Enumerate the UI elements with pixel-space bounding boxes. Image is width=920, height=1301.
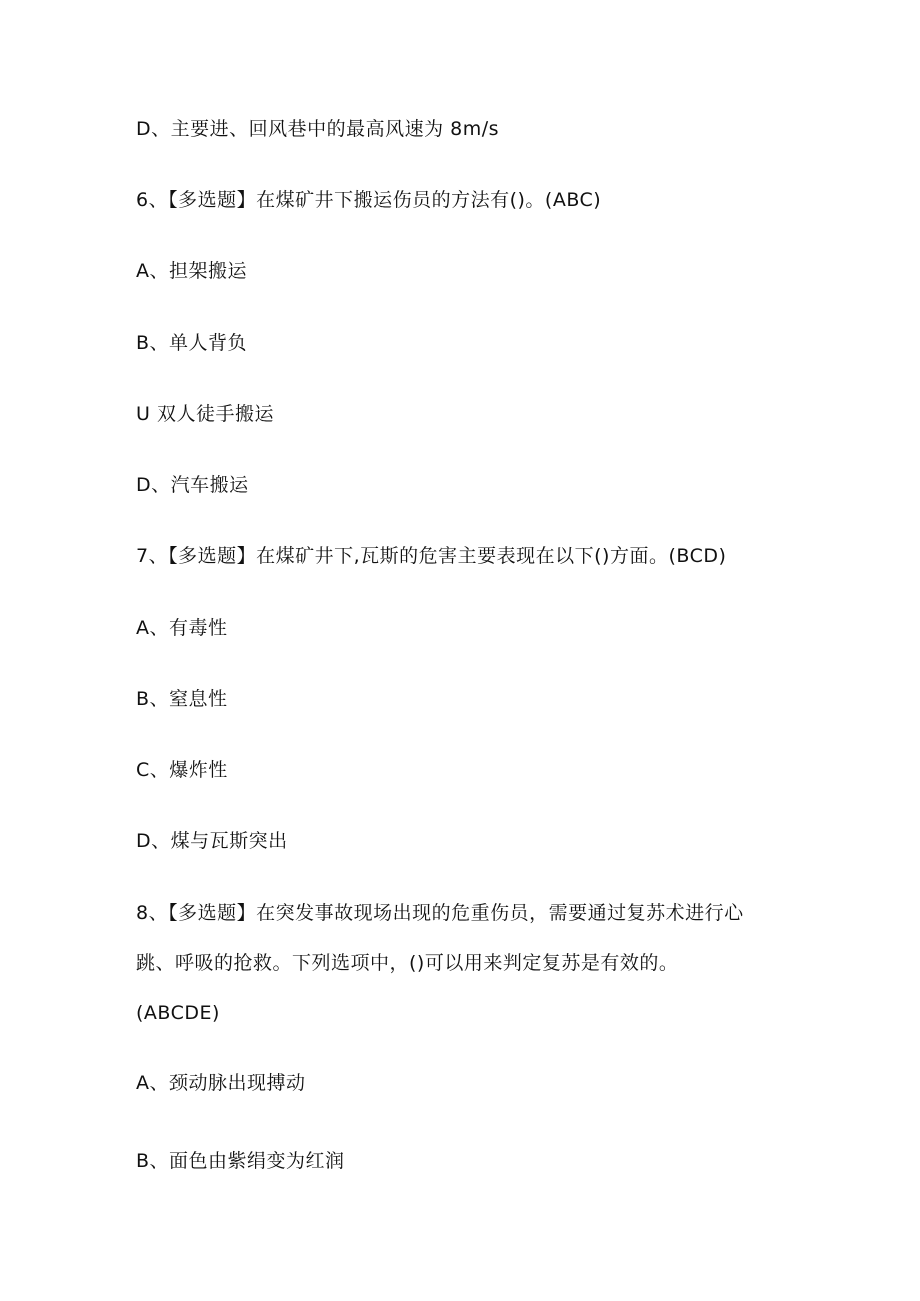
q7-option-d: D、煤与瓦斯突出 [136, 830, 288, 852]
q7-option-c: C、爆炸性 [136, 759, 228, 781]
q8-question-line-1: 8、【多选题】在突发事故现场出现的危重伤员，需要通过复苏术进行心 [136, 902, 744, 924]
q8-option-b: B、面色由紫绢变为红润 [136, 1150, 345, 1172]
q6-option-a: A、担架搬运 [136, 260, 247, 282]
q7-option-b: B、窒息性 [136, 688, 228, 710]
q7-option-a: A、有毒性 [136, 617, 228, 639]
q8-answer: (ABCDE) [136, 1002, 220, 1024]
q8-option-a: A、颈动脉出现搏动 [136, 1072, 306, 1094]
q6-option-d: D、汽车搬运 [136, 474, 249, 496]
q6-option-b: B、单人背负 [136, 332, 248, 354]
q6-option-c: U 双人徒手搬运 [136, 403, 274, 425]
q7-question: 7、【多选题】在煤矿井下,瓦斯的危害主要表现在以下()方面。(BCD) [136, 545, 727, 567]
q6-question: 6、【多选题】在煤矿井下搬运伤员的方法有()。(ABC) [136, 189, 602, 211]
q5-option-d: D、主要进、回风巷中的最高风速为 8m∕s [136, 118, 500, 140]
q8-question-line-2: 跳、呼吸的抢救。下列选项中，()可以用来判定复苏是有效的。 [136, 952, 679, 974]
